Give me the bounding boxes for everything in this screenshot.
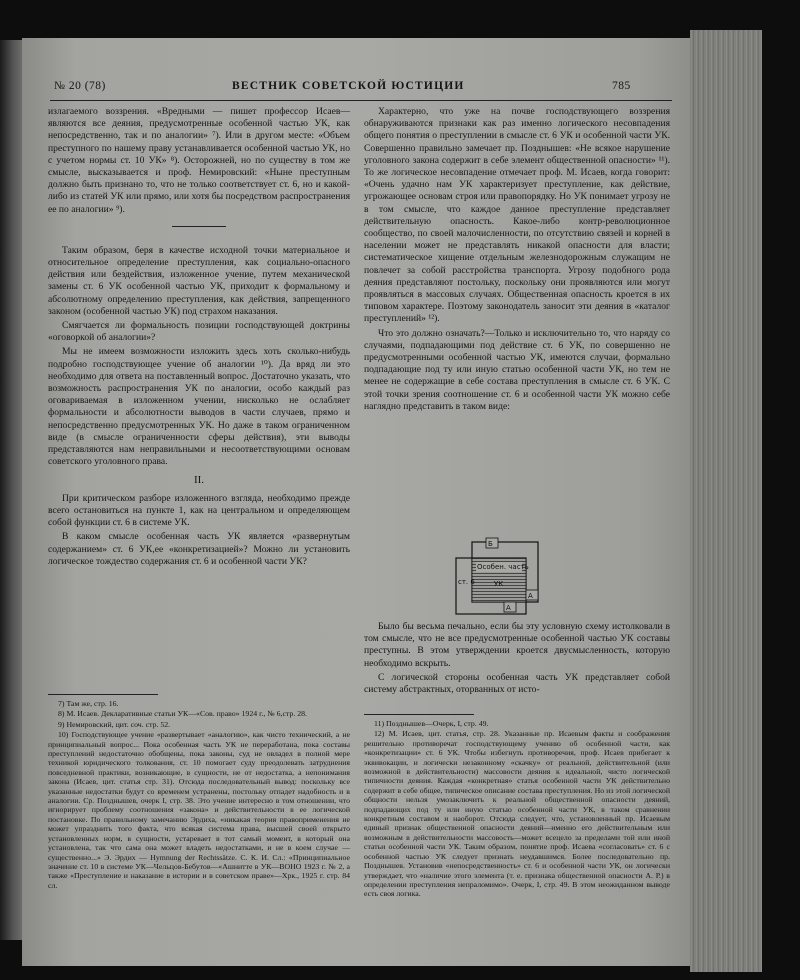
footnote: 12) М. Исаев, цит. статья, стр. 28. Указанные пр. Исаевым факты и соображения решительно противоречат господствующему учению об особенной части, как «конкретизации» ст. 6 УК. Чтобы избегнуть противоречия, проф. Исаев прибегает к эквивокации, и логически незаконному «скачку» от реальной, действительной (или возможной в действительности) массовости деяния к идеальной, чисто логической типичности деяния. Каждая «конкретная» статья особенной части УК действительно содержит в себе общее, типическое описание состава преступления. Но из этой логической общности нельзя умозаключить к реальной общественной опасности деяний, подпадающих под ту или иную статью особенной части УК, в таком сравнении конкретным составом и наоборот. Отсюда следует, что, установленный пр. Исаевым единый признак общественной опасности деяний—именно его действительным или возможным в действительности массовость—может всецело за пределами той или иной статьи особенной части УК. Таким образом, понятие проф. Исаева «согласовать» ст. 6 с особенной частью УК следует признать неудавшимся. Более последовательно пр. Позднышев. Установив «непосредственность» ст. 6 и особенной части УК, он логически утверждает, что «наличие этого элемента (т. е. признака общественной опасности А. Р.) в определении преступления непраломимо». Очерк, I, стр. 49. В этом неожиданном выводе есть своя логика. bbox=[364, 729, 670, 899]
paragraph: В каком смысле особенная часть УК является «развернутым содержанием» ст. 6 УК,ее «конкретизацией»? Можно ли установить логическое тождество содержания ст. 6 и особенной части УК? bbox=[48, 531, 350, 567]
footnote: 10) Господствующее учение «развертывает «аналогию», как чисто технический, а не принципиальный вопрос... Пока особенная часть УК не переработана, пока составы преступлений недостаточно обобщены, пока законы, суд не овладел в полной мере техникой юридического толкования, ст. 10 помогает суду преодолевать затруднения повседневной практики, возникающие, в сущности, не от недостатка, а непонимания закона (Исаев, цит. статья стр. 31). Отсюда последовательный вывод: поскольку все указанные недостатки будут со временем устранены, постольку отпадет надобность и в аналогии. Ср. Позднышев, очерк I, стр. 38. Это учение интересно в том отношении, что игнорирует проблему соотношения «закона» и действительности в ее логической постановке. По правильному замечанию Эрдиха, «никакая теория правоприменения не может упразднить того факта, что всякая система права, высшей своей открыто установленных норм, в сущности, устаревает в тот самый момент, в который она установлена, так что сама она может владеть недостатками, и не в коем случае — существенно...» Э. Эрдих — Hymnung der Rechtssätze. С. К. И. Сл.: «Принципиальное значение ст. 10 в системе УК—Чельцов-Бебутов—«Ашнитте в УК—ВОНО 1923 г. № 2, а также «Преступление и наказание в истории и в советском праве»—Хрк., 1925 г. стр. 84 сл. bbox=[48, 730, 350, 890]
diagram-svg bbox=[454, 536, 544, 618]
left-column bbox=[48, 106, 350, 890]
footnote-rule bbox=[364, 714, 474, 715]
book-left-edge bbox=[0, 40, 22, 940]
separator-rule bbox=[172, 226, 226, 227]
diagram-label-a-lower: А bbox=[506, 604, 511, 612]
paragraph: При критическом разборе изложенного взгляда, необходимо прежде всего остановиться на пункте 1, как на центральном и определяющем собой функции ст. 6 в системе УК. bbox=[48, 492, 350, 529]
paragraph: Что это должно означать?—Только и исключительно то, что наряду со случаями, подпадающими под действие ст. 6 УК, по совершенно не предусмотренными особенной частью УК, имеются случаи, формально подпадающие под ту или иную статью особенной части УК, но тем не менее не содержащие в себе состава преступления в смысле ст. 6 УК. С этой точки зрения соотношение ст. 6 и особенной части УК можно себе наглядно представить в таком виде: bbox=[364, 327, 670, 412]
paragraph: Таким образом, беря в качестве исходной точки материальное и относительное определение преступления, как социально-опасного действия или бездействия, изложенное учение, путем механической замены ст. 6 УК особенной частью УК, приходит к формальному и абсолютному определению преступления, как действия, запрещенного законом (особенной частью УК) под страхом наказания. bbox=[48, 244, 350, 317]
section-heading: II. bbox=[193, 474, 205, 487]
footnotes-right bbox=[364, 704, 670, 900]
paragraph: С логической стороны особенная часть УК представляет собой систему абстрактных, оторванных от исто- bbox=[364, 671, 670, 696]
header-rule bbox=[50, 100, 672, 101]
paragraph: излагаемого воззрения. «Вредными — пишет профессор Исаев—являются все деяния, предусмотренные особенной частью УК, как непосредственно, так и по аналогии» ⁷). Или в другом месте: «Объем преступного по нашему праву устанавливается особенной частью УК, но с учетом нормы ст. 10 УК» ⁸). Осторожней, но по существу в том же смысле, высказывается и проф. Немировский: «Ныне преступным должно быть признано то, что не только соответствует ст. 6, но и какой-либо из статей УК или прямо, или хотя бы посредством распространения ее по аналогии» ⁹). bbox=[48, 106, 350, 215]
running-header bbox=[22, 76, 690, 98]
footnote-rule bbox=[48, 694, 158, 695]
paragraph: Смягчается ли формальность позиции господствующей доктрины «оговоркой об аналогии»? bbox=[48, 320, 350, 344]
diagram-label-a: А bbox=[528, 592, 533, 600]
footnote: 8) М. Исаев. Декларативные статьи УК—«Сов. право» 1924 г., № 6,стр. 28. bbox=[58, 709, 307, 719]
footnote: 9) Немировский, цит. соч. стр. 52. bbox=[58, 719, 171, 729]
footnote: 7) Там же, стр. 16. bbox=[58, 699, 119, 708]
diagram-label-uk: УК bbox=[494, 580, 504, 588]
diagram-label-st6: ст. 6 bbox=[458, 578, 475, 586]
book-page-stack bbox=[690, 30, 762, 972]
diagram-label-special-part: Особен. часть bbox=[477, 563, 529, 571]
paragraph: Характерно, что уже на почве господствующего воззрения обнаруживаются признаки как раз именно логического несовпадения общего понятия о преступлении в смысле ст. 6 УК и особенной части УК. Совершенно правильно замечает пр. Позднышев: «Не всякое нарушение уголовного закона содержит в себе элемент общественной опасности» ¹¹). То же логическое несовпадение отмечает проф. М. Исаев, когда говорит: «Очень удачно нам УК характеризует преступление, как действие, угрожающее основам строя или правопорядку. Но УК понимает угрозу не в том смысле, что каждое данное преступление представляет действительную опасность. Какое-либо контр-революционное сообщество, по своей малочисленности, по отсутствию связей и корней в населении может не представлять никакой опасности для власти; систематическое хищение отдельным железнодорожным служащим не повлечет за собой расстройства транспорта. Угрозу подобного рода деяния представляют постольку, поскольку они проявляются или могут проявляться в массовых случаях. Общественная опасность кроется в их типовом характере. Поэтому законодатель заносит эти деяния в «каталог преступлений» ¹²). bbox=[364, 106, 670, 325]
paragraph: Было бы весьма печально, если бы эту условную схему истолковали в том смысле, что не все предусмотренные особенной частью УК составы преступны. В этом утверждении кроется двусмысленность, которую необходимо вскрыть. bbox=[364, 621, 670, 669]
footnotes-left bbox=[48, 684, 350, 891]
set-relation-diagram bbox=[454, 536, 544, 618]
journal-page bbox=[22, 38, 690, 966]
footnote: 11) Позднышев—Очерк, I, стр. 49. bbox=[374, 719, 489, 728]
journal-title: ВЕСТНИК СОВЕТСКОЙ ЮСТИЦИИ bbox=[232, 80, 465, 92]
diagram-label-b: Б bbox=[488, 540, 493, 548]
page-number: 785 bbox=[612, 80, 631, 92]
right-column-bottom bbox=[364, 621, 670, 698]
paragraph: Мы не имеем возможности изложить здесь хоть сколько-нибудь подробно господствующее учение об аналогии ¹⁰). Да вряд ли это необходимо для ответа на поставленный вопрос. Достаточно указать, что возможность распространения УК по аналогии, особо каждый раз оговариваемая в изложенном учении, нисколько не ослабляет формальности и абсолютности выводов в части случаев, прямо и непосредственно предусмотренных УК. Но даже в таком ограниченном виде (в смысле ограниченности сферы действия), эти выводы представляются нам неправильными и несоответствующими основам советского уголовного права. bbox=[48, 346, 350, 468]
issue-number: № 20 (78) bbox=[54, 80, 106, 92]
right-column-top bbox=[364, 106, 670, 415]
